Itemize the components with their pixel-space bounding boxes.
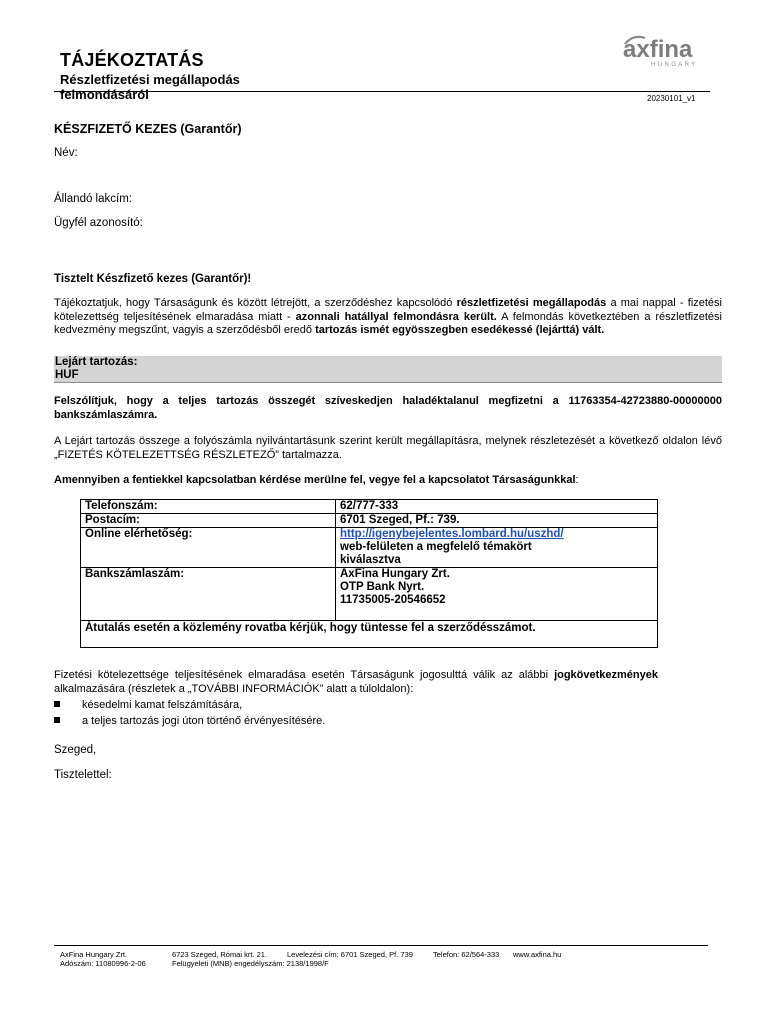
intro-text-2: a mai nappal - fizetési kötelezettség teljesítésének elmaradása miatt -: [54, 297, 722, 323]
axfina-logo: [621, 32, 717, 72]
table-row: [81, 528, 658, 568]
table-row: [81, 514, 658, 528]
field-address: Állandó lakcím:: [54, 193, 132, 205]
consequence-item-2: a teljes tartozás jogi úton történő érvényesítésére.: [82, 715, 326, 727]
bank-company: AxFina Hungary Zrt.: [340, 568, 450, 580]
online-note-1: web-felületen a megfelelő témakört: [340, 541, 532, 553]
logo-subtext: HUNGARY: [651, 62, 698, 68]
question-text: Amennyiben a fentiekkel kapcsolatban kérdése merülne fel, vegye fel a kapcsolatot Társaságunkkal: [54, 474, 576, 486]
contact-table: [80, 499, 658, 648]
bullet-icon: [54, 717, 60, 723]
intro-bold-2: azonnali hatállyal felmondásra került.: [295, 310, 497, 323]
consequence-text-1: Fizetési kötelezettsége teljesítésének elmaradása esetén Társaságunk jogosulttá válik az alábbi: [54, 669, 555, 681]
detail-paragraph: A Lejárt tartozás összege a folyószámla nyilvántartásunk szerint került megállapításra, melynek részletezését a következő oldalon lévő „FIZETÉS KÖTELEZETTSÉG RÉSZLETEZŐ” tartalmazza.: [54, 435, 722, 461]
intro-text-1: Tájékoztatjuk, hogy Társaságunk és között létrejött, a szerződéshez kapcsolódó: [54, 297, 457, 309]
field-client-id: Ügyfél azonosító:: [54, 217, 143, 229]
closing-place: Szeged,: [54, 744, 97, 756]
online-label: Online elérhetőség:: [81, 528, 336, 568]
list-item: [54, 699, 242, 711]
header-divider: [54, 91, 710, 92]
bank-label: Bankszámlaszám:: [81, 568, 336, 621]
intro-text-3: A felmondás következtében a részletfizetési kedvezmény megszűnt, vagyis a szerződésből eredő: [54, 310, 722, 336]
document-title: TÁJÉKOZTATÁS: [60, 50, 204, 70]
table-row: [81, 500, 658, 514]
online-link[interactable]: http://igenybejelentes.lombard.hu/uszhd/: [340, 528, 564, 540]
online-note-2: kiválasztva: [340, 554, 401, 566]
footer-address: 6723 Szeged, Római krt. 21.: [172, 950, 268, 959]
field-name: Név:: [54, 147, 78, 159]
footer-phone: Telefon: 62/564-333: [433, 950, 500, 959]
online-value: [336, 528, 658, 568]
question-paragraph: [54, 474, 722, 488]
document-subtitle: Részletfizetési megállapodás felmondásáról: [60, 72, 240, 102]
version-code: 20230101_v1: [647, 94, 696, 103]
overdue-bar: [54, 356, 722, 383]
consequence-paragraph: [54, 669, 658, 696]
footer-company: AxFina Hungary Zrt.: [60, 950, 128, 959]
salutation: Tisztelt Készfizető kezes (Garantőr)!: [54, 273, 252, 285]
bank-name: OTP Bank Nyrt.: [340, 581, 425, 593]
overdue-currency: HUF: [55, 369, 79, 381]
phone-label: Telefonszám:: [81, 500, 336, 514]
payment-request: Felszólítjuk, hogy a teljes tartozás összegét szíveskedjen haladéktalanul megfizetni a 11763354-42723880-00000000 bankszámlaszámra.: [54, 395, 722, 421]
consequence-text-2: alkalmazására (részletek a „TOVÁBBI INFORMÁCIÓK” alatt a túloldalon):: [54, 682, 414, 695]
consequence-bold: jogkövetkezmények: [554, 669, 658, 681]
section-title: KÉSZFIZETŐ KEZES (Garantőr): [54, 122, 242, 136]
table-row: [81, 568, 658, 621]
postal-value: 6701 Szeged, Pf.: 739.: [336, 514, 658, 528]
intro-paragraph: [54, 297, 722, 338]
footer-tax: Adószám: 11080996-2-06: [60, 959, 146, 968]
closing-regards: Tisztelettel:: [54, 769, 112, 781]
footer-mail: Levelezési cím: 6701 Szeged, Pf. 739: [287, 950, 413, 959]
bank-value: [336, 568, 658, 621]
transfer-note: Átutalás esetén a közlemény rovatba kérjük, hogy tüntesse fel a szerződésszámot.: [81, 621, 658, 648]
table-row: [81, 621, 658, 648]
logo-wordmark: axfina: [623, 36, 693, 63]
bullet-icon: [54, 701, 60, 707]
footer-divider: [54, 945, 708, 946]
intro-bold-3: tartozás ismét egyösszegben esedékessé (lejárttá) vált.: [315, 324, 605, 336]
list-item: [54, 715, 325, 727]
phone-value: 62/777-333: [336, 500, 658, 514]
consequence-item-1: késedelmi kamat felszámítására,: [82, 699, 243, 711]
footer-web[interactable]: www.axfina.hu: [513, 950, 562, 959]
postal-label: Postacím:: [81, 514, 336, 528]
overdue-label: Lejárt tartozás:: [55, 356, 138, 368]
question-colon: :: [575, 474, 579, 486]
bank-account: 11735005-20546652: [340, 594, 446, 606]
intro-bold-1: részletfizetési megállapodás: [456, 297, 607, 309]
footer-supervision: Felügyeleti (MNB) engedélyszám: 2138/1998/F: [172, 959, 329, 968]
